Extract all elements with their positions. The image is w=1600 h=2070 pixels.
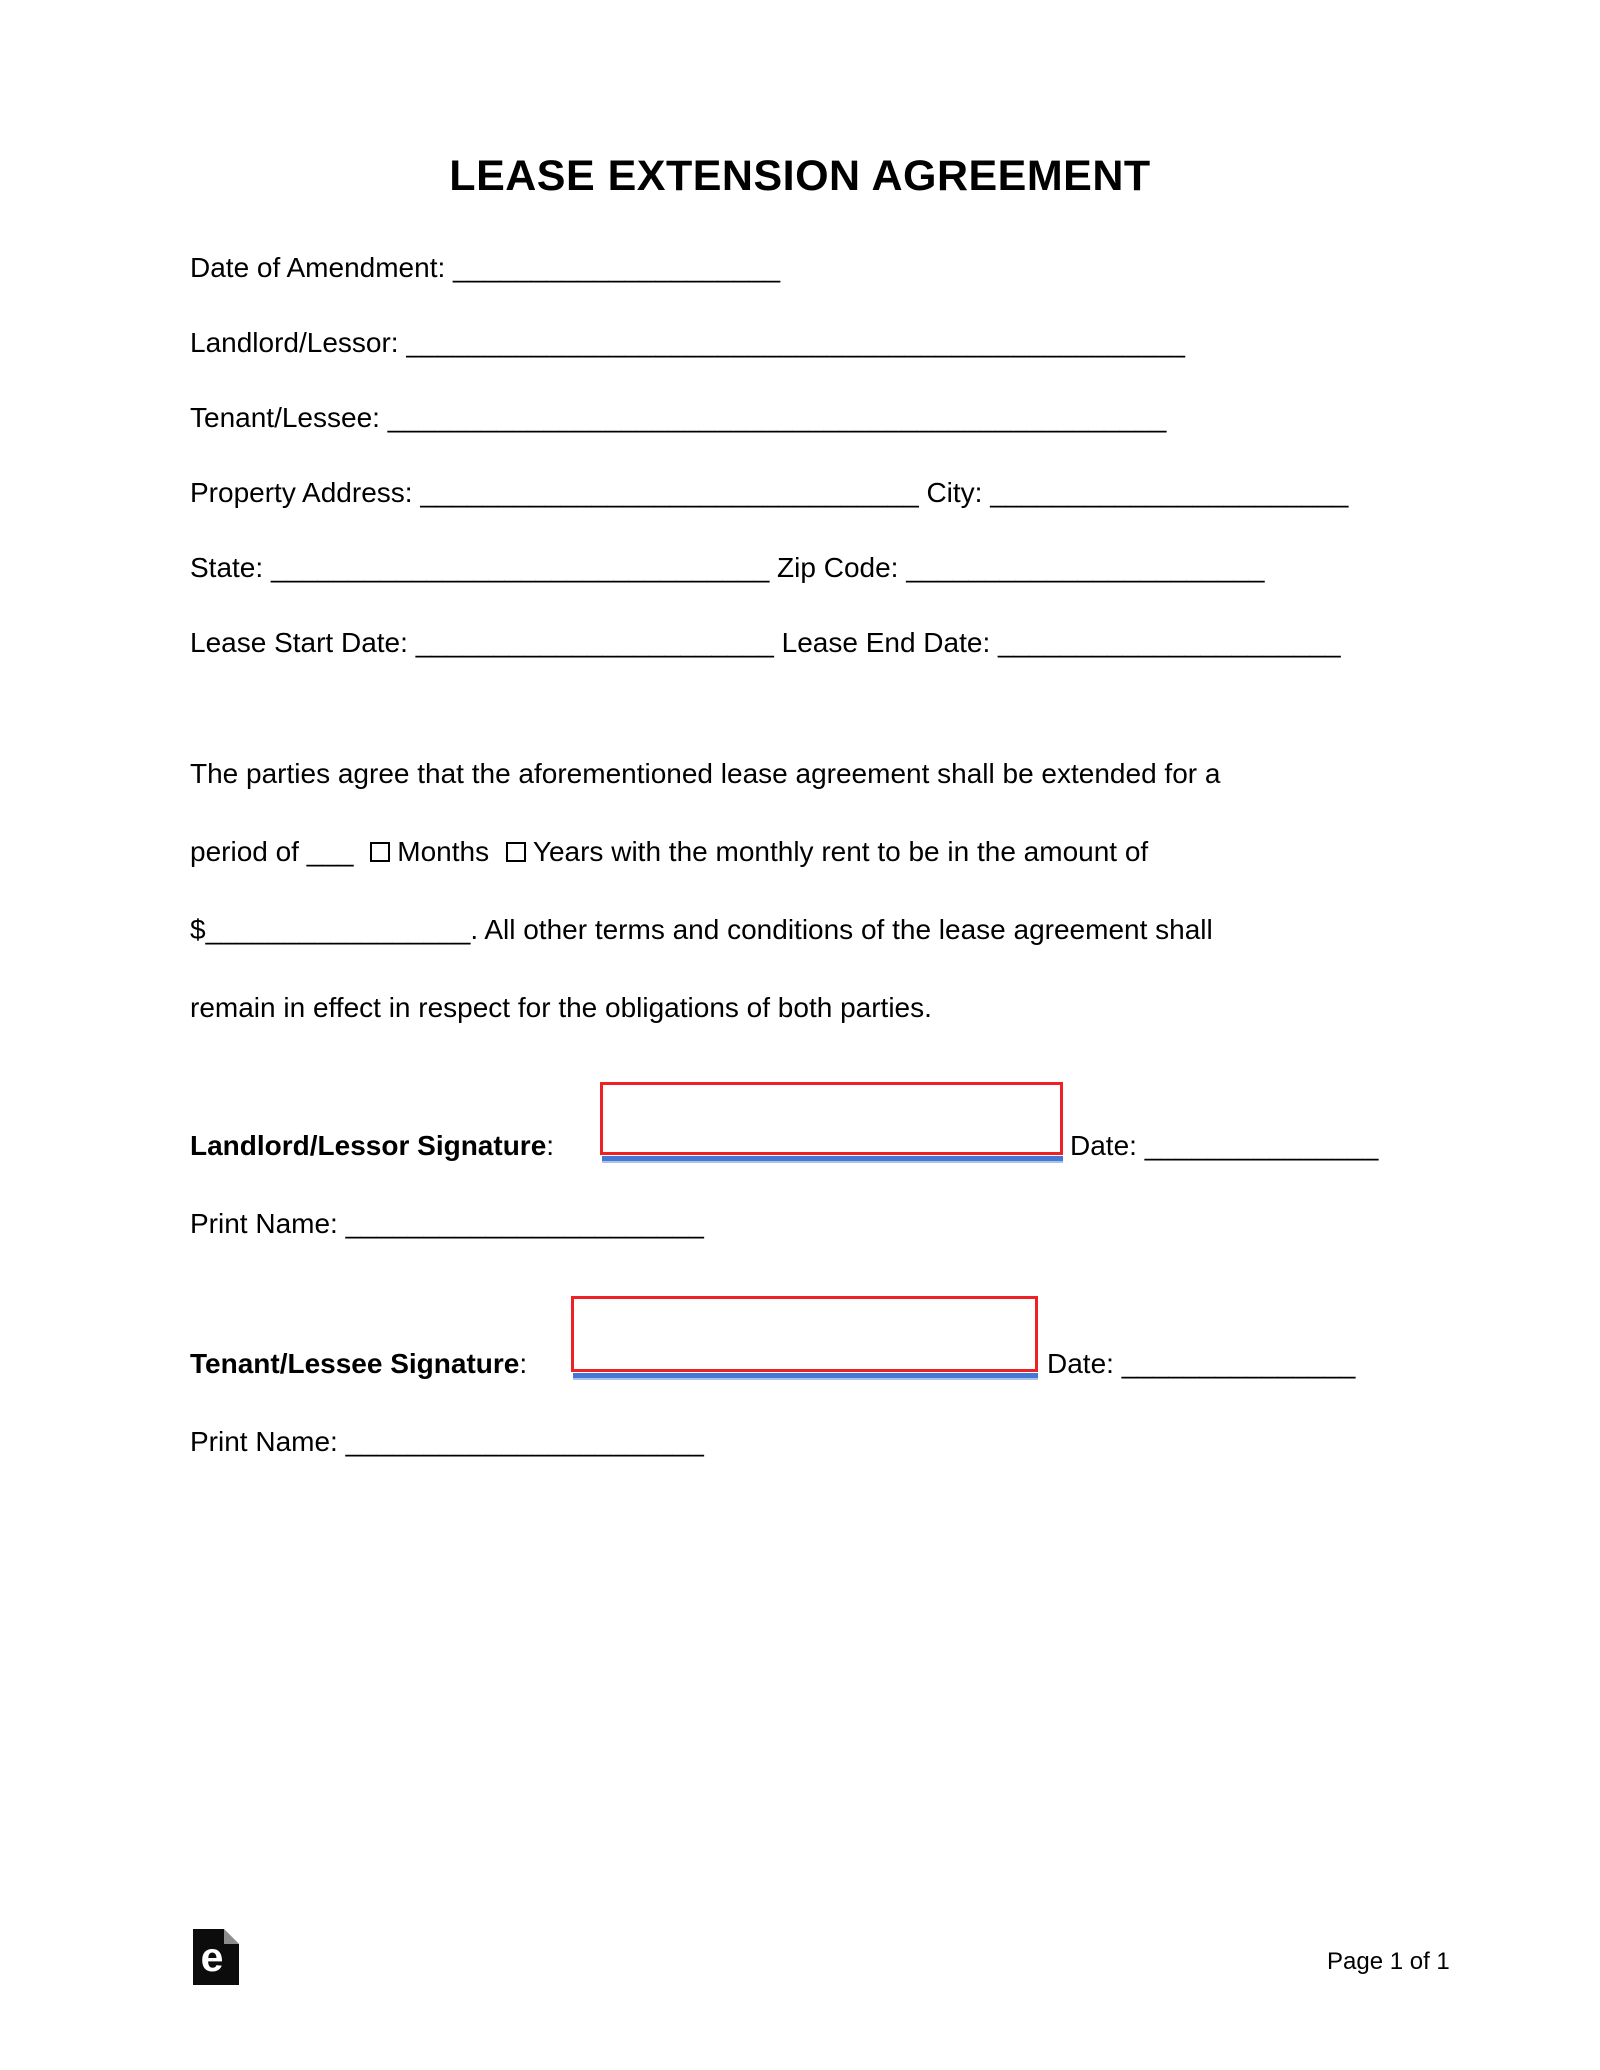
months-label: Months xyxy=(397,836,490,867)
state-label: State: xyxy=(190,552,264,583)
tenant-date-blank: _______________ xyxy=(1121,1348,1356,1379)
zip-blank: _______________________ xyxy=(906,552,1265,583)
paragraph-line-2 xyxy=(190,835,1148,869)
lease-start-blank: _______________________ xyxy=(415,627,774,658)
tenant-date-row xyxy=(1047,1347,1355,1381)
form-row-tenant xyxy=(190,401,1166,435)
landlord-date-blank: _______________ xyxy=(1144,1130,1379,1161)
paragraph-text: period of xyxy=(190,836,299,867)
form-row-lease-dates xyxy=(190,626,1341,660)
page-number: Page 1 of 1 xyxy=(1327,1948,1450,1975)
form-row-property-city xyxy=(190,476,1348,510)
lease-end-blank: ______________________ xyxy=(998,627,1341,658)
paragraph-line-1 xyxy=(190,757,1220,791)
landlord-signature-label: Landlord/Lessor Signature xyxy=(190,1130,547,1161)
landlord-date-label: Date: xyxy=(1070,1130,1137,1161)
page-title: LEASE EXTENSION AGREEMENT xyxy=(449,152,1151,200)
months-checkbox xyxy=(370,842,390,862)
paragraph-text: remain in effect in respect for the obligations of both parties. xyxy=(190,992,932,1023)
landlord-print-name-label: Print Name: xyxy=(190,1208,338,1239)
landlord-signature-colon: : xyxy=(546,1130,555,1161)
zip-label: Zip Code: xyxy=(777,552,899,583)
property-address-blank: ________________________________ xyxy=(420,477,919,508)
paragraph-text: . All other terms and conditions of the lease agreement shall xyxy=(470,914,1213,945)
tenant-print-name-row xyxy=(190,1425,704,1459)
paragraph-text: The parties agree that the aforementioned lease agreement shall be extended for a xyxy=(190,758,1221,789)
city-blank: _______________________ xyxy=(990,477,1349,508)
tenant-signature-label: Tenant/Lessee Signature xyxy=(190,1348,520,1379)
form-row-state-zip xyxy=(190,551,1264,585)
tenant-signature-field[interactable] xyxy=(571,1296,1038,1372)
landlord-signature-field[interactable] xyxy=(600,1082,1063,1155)
eforms-logo-letter: e xyxy=(200,1934,224,1980)
paragraph-line-4 xyxy=(190,991,932,1025)
tenant-signature-row xyxy=(190,1347,527,1381)
city-label: City: xyxy=(926,477,983,508)
tenant-blank: __________________________________________________ xyxy=(387,402,1167,433)
landlord-print-name-row xyxy=(190,1207,704,1241)
landlord-blank: __________________________________________________ xyxy=(406,327,1185,358)
years-label: Years xyxy=(532,836,604,867)
tenant-print-name-blank: _______________________ xyxy=(345,1426,704,1457)
landlord-date-row xyxy=(1070,1129,1378,1163)
period-blank: ___ xyxy=(306,836,354,867)
lease-start-label: Lease Start Date: xyxy=(190,627,408,658)
paragraph-text: with the monthly rent to be in the amount of xyxy=(611,836,1149,867)
lease-end-label: Lease End Date: xyxy=(781,627,991,658)
landlord-label: Landlord/Lessor: xyxy=(190,327,399,358)
paragraph-line-3 xyxy=(190,913,1213,947)
landlord-print-name-blank: _______________________ xyxy=(345,1208,704,1239)
form-row-landlord xyxy=(190,326,1185,360)
amount-blank: _________________ xyxy=(205,914,471,945)
landlord-signature-row xyxy=(190,1129,554,1163)
tenant-label: Tenant/Lessee: xyxy=(190,402,380,433)
currency-symbol: $ xyxy=(190,914,206,945)
form-row-date-of-amendment xyxy=(190,251,780,285)
tenant-signature-colon: : xyxy=(519,1348,528,1379)
tenant-print-name-label: Print Name: xyxy=(190,1426,338,1457)
property-address-label: Property Address: xyxy=(190,477,413,508)
years-checkbox xyxy=(506,842,526,862)
tenant-date-label: Date: xyxy=(1047,1348,1114,1379)
date-of-amendment-blank: _____________________ xyxy=(453,252,781,283)
eforms-logo xyxy=(193,1929,239,1985)
date-of-amendment-label: Date of Amendment: xyxy=(190,252,446,283)
state-blank: ________________________________ xyxy=(270,552,770,583)
